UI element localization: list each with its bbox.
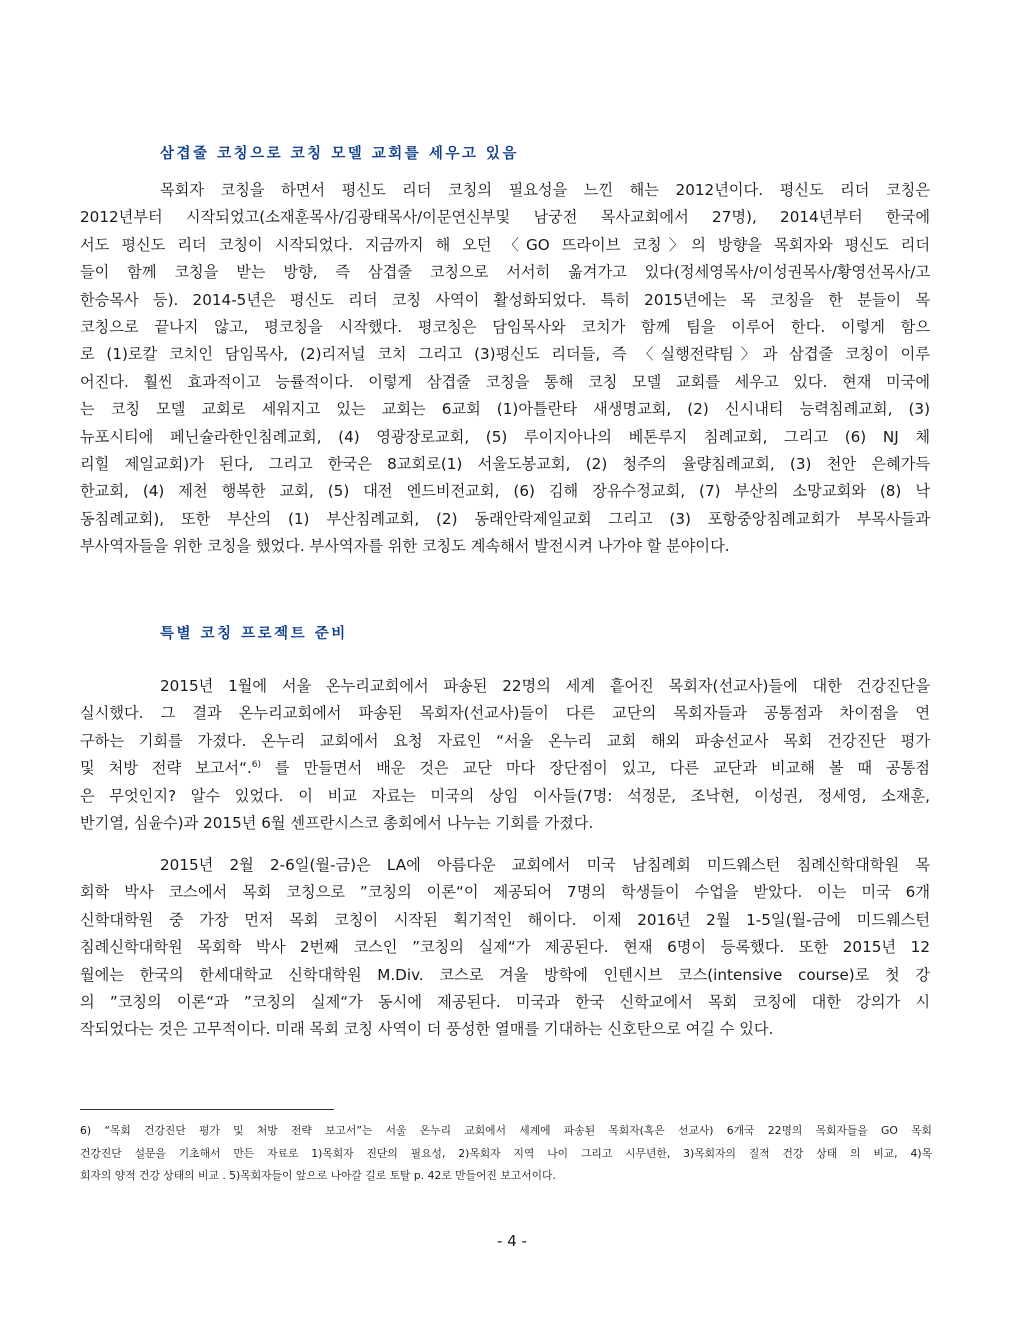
text-line: 서도 평신도 리더 코칭이 시작되었다. 지금까지 해 오던 〈GO 뜨라이브 코칭〉의 방향을 목회자와 평신도 리더: [80, 235, 930, 254]
text-line: 2015년 2월 2-6일(월-금)은 LA에 아름다운 교회에서 미국 남침례회 미드웨스턴 침례신학대학원 목: [160, 856, 930, 874]
footnote-line: 회자의 양적 건강 상태의 비교 . 5)목회자들이 앞으로 나아갈 길로 토탈 p. 42로 만들어진 보고서이다.: [80, 1169, 556, 1182]
text-line: 실시했다. 그 결과 온누리교회에서 파송된 목회자(선교사)들이 다른 교단의 목회자들과 공통점과 차이점을 연: [80, 704, 930, 723]
paragraph-triple-cord-coaching: [80, 177, 930, 561]
text-line: 어진다. 훨씬 효과적이고 능률적이다. 이렇게 삼겹줄 코칭을 통해 코칭 모델 교회를 세우고 있다. 현재 미국에: [80, 372, 930, 391]
text-line: 는 코칭 모델 교회로 세워지고 있는 교회는 6교회 (1)아틀란타 새생명교회, (2) 신시내티 능력침례교회, (3): [80, 400, 930, 419]
text-line: 목회자 코칭을 하면서 평신도 리더 코칭의 필요성을 느낀 해는 2012년이다. 평신도 리더 코칭은: [160, 181, 930, 199]
footnote-divider: [80, 1109, 334, 1110]
text-line: 침례신학대학원 목회학 박사 2번째 코스인 ”코칭의 실제“가 제공된다. 현재 6명이 등록했다. 또한 2015년 12: [80, 938, 930, 957]
text-line: 코칭으로 끝나지 않고, 평코칭을 시작했다. 평코칭은 담임목사와 코치가 함께 팀을 이루어 한다. 이렇게 함으: [80, 318, 930, 337]
text-line: 동침례교회), 또한 부산의 (1) 부산침례교회, (2) 동래안락제일교회 그리고 (3) 포항중앙침례교회가 부목사들과: [80, 509, 930, 528]
text-line: 은 무엇인지? 알수 있었다. 이 비교 자료는 미국의 상임 이사들(7명: 석정문, 조낙현, 이성권, 정세영, 소재훈,: [80, 786, 930, 805]
text-line: 회학 박사 코스에서 목회 코칭으로 ”코칭의 이론“이 제공되어 7명의 학생들이 수업을 받았다. 이는 미국 6개: [80, 883, 930, 902]
footnote-reference[interactable]: 6): [251, 760, 262, 771]
text-line: 반기열, 심윤수)과 2015년 6월 센프란시스코 총회에서 나누는 기회를 가졌다.: [80, 814, 594, 833]
text-line: 뉴포시티에 페닌슐라한인침례교회, (4) 영광장로교회, (5) 루이지아나의 베톤루지 침례교회, 그리고 (6) NJ 체: [80, 427, 930, 446]
text-line: 들이 함께 코칭을 받는 방향, 즉 삼겹줄 코칭으로 서서히 옮겨가고 있다(정세영목사/이성권목사/황영선목사/고: [80, 263, 930, 282]
section-heading-triple-cord-coaching: 삼겹줄 코칭으로 코칭 모델 교회를 세우고 있음: [160, 146, 519, 162]
paragraph-health-diagnosis: [80, 673, 930, 837]
section-heading-special-coaching-project: 특별 코칭 프로젝트 준비: [160, 626, 348, 642]
text-line: 의 ”코칭의 이론“과 ”코칭의 실제“가 동시에 제공된다. 미국과 한국 신학교에서 목회 코칭에 대한 강의가 시: [80, 993, 930, 1012]
text-line: 작되었다는 것은 고무적이다. 미래 목회 코칭 사역이 더 풍성한 열매를 기대하는 신호탄으로 여길 수 있다.: [80, 1020, 774, 1039]
footnote-line: 6) “목회 건강진단 평가 및 처방 전략 보고서”는 서울 온누리 교회에서 세계에 파송된 목회자(혹은 선교사) 6개국 22명의 목회자들을 GO 목회: [80, 1124, 932, 1137]
text-line: 리힐 제일교회)가 된다, 그리고 한국은 8교회로(1) 서울도봉교회, (2) 청주의 율량침례교회, (3) 천안 은혜가득: [80, 455, 930, 474]
text-line: 2012년부터 시작되었고(소재훈목사/김광태목사/이문연신부및 남궁전 목사교회에서 27명), 2014년부터 한국에: [80, 208, 930, 227]
text-line: 한승목사 등). 2014-5년은 평신도 리더 코칭 사역이 활성화되었다. 특히 2015년에는 목 코칭을 한 분들이 목: [80, 290, 930, 309]
text-line: 구하는 기회를 가졌다. 온누리 교회에서 요청 자료인 “서울 온누리 교회 해외 파송선교사 목회 건강진단 평가: [80, 731, 930, 750]
text-line: 신학대학원 중 가장 먼저 목회 코칭이 시작된 획기적인 해이다. 이제 2016년 2월 1-5일(월-금에 미드웨스턴: [80, 910, 930, 929]
footnote-6: [80, 1120, 932, 1188]
page-number: - 4 -: [497, 1232, 527, 1250]
text-line: 부사역자들을 위한 코칭을 했었다. 부사역자를 위한 코칭도 계속해서 발전시켜 나가야 할 분야이다.: [80, 537, 730, 556]
text-segment: 를 만들면서 배운 것은 교단 마다 장단점이 있고, 다른 교단과 비교해 볼 때 공통점: [261, 759, 930, 778]
text-line-with-footnote: [80, 755, 930, 782]
text-line: 한교회, (4) 제천 행복한 교회, (5) 대전 엔드비전교회, (6) 김해 장유수정교회, (7) 부산의 소망교회와 (8) 낙: [80, 482, 930, 501]
text-line: 로 (1)로칼 코치인 담임목사, (2)리저널 코치 그리고 (3)평신도 리더들, 즉 〈실행전략팀〉과 삼겹줄 코칭이 이루: [80, 345, 930, 364]
text-line: 월에는 한국의 한세대학교 신학대학원 M.Div. 코스로 겨울 방학에 인텐시브 코스(intensive course)로 첫 강: [80, 965, 930, 984]
text-segment: 및 처방 전략 보고서“.: [80, 759, 252, 778]
footnote-line: 건강진단 설문을 기초해서 만든 자료로 1)목회자 진단의 필요성, 2)목회자 지역 나이 그리고 시무년한, 3)목회자의 질적 건강 상태 의 비교, 4)목: [80, 1146, 932, 1160]
paragraph-seminary-coaching: [80, 852, 930, 1044]
text-line: 2015년 1월에 서울 온누리교회에서 파송된 22명의 세계 흩어진 목회자(선교사)들에 대한 건강진단을: [160, 677, 930, 695]
